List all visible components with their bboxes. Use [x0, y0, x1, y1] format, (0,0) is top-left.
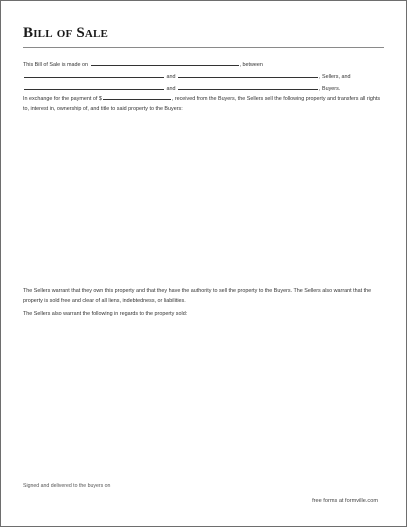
intro-between: , between: [239, 62, 263, 68]
title-divider: [23, 47, 384, 48]
exchange-paragraph: [23, 94, 383, 114]
sellers-suffix: , Sellers, and: [319, 74, 351, 80]
sellers-and: and: [166, 74, 176, 80]
signature-line: Signed and delivered to the buyers on: [23, 483, 111, 489]
footer-credit: free forms at formville.com: [312, 498, 378, 504]
seller-1-field[interactable]: [24, 72, 164, 78]
warranty-paragraph-2: The Sellers also warrant the following in regards to the property sold:: [23, 311, 188, 317]
intro-prefix: This Bill of Sale is made on: [23, 62, 89, 68]
buyer-2-field[interactable]: [178, 84, 318, 90]
intro-line: [23, 60, 263, 69]
sellers-line: [23, 72, 350, 81]
buyers-line: [23, 84, 340, 93]
buyers-suffix: , Buyers.: [319, 86, 341, 92]
seller-2-field[interactable]: [178, 72, 318, 78]
warranty-paragraph-1: The Sellers warrant that they own this property and that they have the authority to sell the property to the Buyers. The Sellers also warrant that the property is sold free and clear of all liens, indebtedness, or liabilities.: [23, 288, 372, 304]
exchange-prefix: In exchange for the payment of $: [23, 96, 102, 102]
buyer-1-field[interactable]: [24, 84, 164, 90]
date-field[interactable]: [91, 60, 239, 66]
exchange-rest: , received from the Buyers, the Sellers sell the following property and transfers all rights to, interest in, ownership of, and title to said property to the Buyers:: [23, 96, 381, 112]
payment-amount-field[interactable]: [103, 94, 171, 100]
document-title: Bill of Sale: [23, 25, 109, 41]
buyers-and: and: [166, 86, 176, 92]
